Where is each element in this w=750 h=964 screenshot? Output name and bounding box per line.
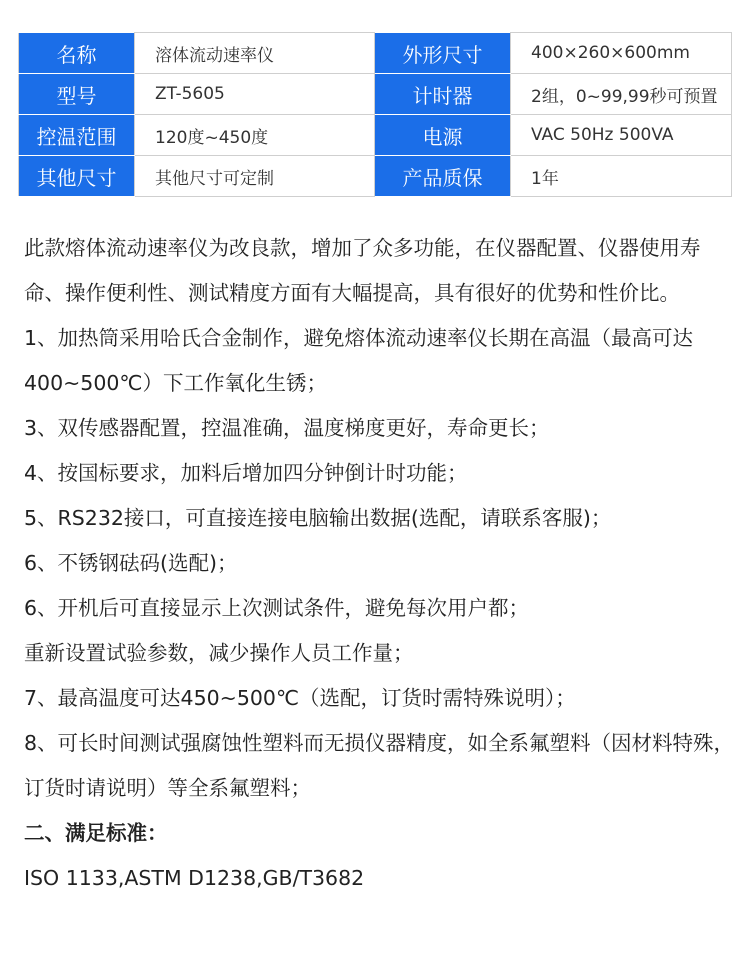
- spec-key-timer: 计时器: [375, 74, 511, 115]
- spec-row-model: [19, 74, 732, 115]
- feature-item-1: 1、加热筒采用哈氏合金制作，避免熔体流动速率仪长期在高温（最高可达400~500℃）下工作氧化生锈；: [24, 326, 694, 395]
- spec-row-name: [19, 33, 732, 74]
- spec-value-model: ZT-5605: [135, 74, 375, 115]
- standards-list: ISO 1133,ASTM D1238,GB/T3682: [24, 866, 365, 890]
- spec-value-power: VAC 50Hz 500VA: [511, 115, 732, 156]
- spec-value-name: 溶体流动速率仪: [135, 33, 375, 74]
- spec-key-power: 电源: [375, 115, 511, 156]
- spec-value-timer: 2组，0~99,99秒可预置: [511, 74, 732, 115]
- intro-paragraph: 此款熔体流动速率仪为改良款，增加了众多功能，在仪器配置、仪器使用寿命、操作便利性、测试精度方面有大幅提高，具有很好的优势和性价比。: [24, 236, 701, 305]
- spec-row-temperature: [19, 115, 732, 156]
- standards-heading: 二、满足标准：: [24, 821, 168, 845]
- feature-item-8: 8、可长时间测试强腐蚀性塑料而无损仪器精度，如全系氟塑料（因材料特殊，订货时请说明）等全系氟塑料；: [24, 731, 735, 800]
- spec-key-warranty: 产品质保: [375, 156, 511, 197]
- spec-value-dimensions: 400×260×600mm: [511, 33, 732, 74]
- spec-value-warranty: 1年: [511, 156, 732, 197]
- feature-item-6b: 6、开机后可直接显示上次测试条件，避免每次用户都；: [24, 596, 530, 620]
- feature-item-6b-continued: 重新设置试验参数，减少操作人员工作量；: [24, 641, 414, 665]
- feature-item-7: 7、最高温度可达450~500℃（选配，订货时需特殊说明）；: [24, 686, 576, 710]
- spec-key-temperature-range: 控温范围: [19, 115, 135, 156]
- feature-item-6a: 6、不锈钢砝码(选配)；: [24, 551, 238, 575]
- spec-key-model: 型号: [19, 74, 135, 115]
- spec-value-temperature-range: 120度~450度: [135, 115, 375, 156]
- spec-key-dimensions: 外形尺寸: [375, 33, 511, 74]
- spec-row-other: [19, 156, 732, 197]
- description: [24, 226, 736, 901]
- feature-item-3: 3、双传感器配置，控温准确，温度梯度更好，寿命更长；: [24, 416, 550, 440]
- feature-item-4: 4、按国标要求，加料后增加四分钟倒计时功能；: [24, 461, 468, 485]
- spec-key-other-sizes: 其他尺寸: [19, 156, 135, 197]
- feature-item-5: 5、RS232接口，可直接连接电脑输出数据(选配，请联系客服)；: [24, 506, 612, 530]
- spec-key-name: 名称: [19, 33, 135, 74]
- spec-table: [18, 32, 732, 197]
- spec-value-other-sizes: 其他尺寸可定制: [135, 156, 375, 197]
